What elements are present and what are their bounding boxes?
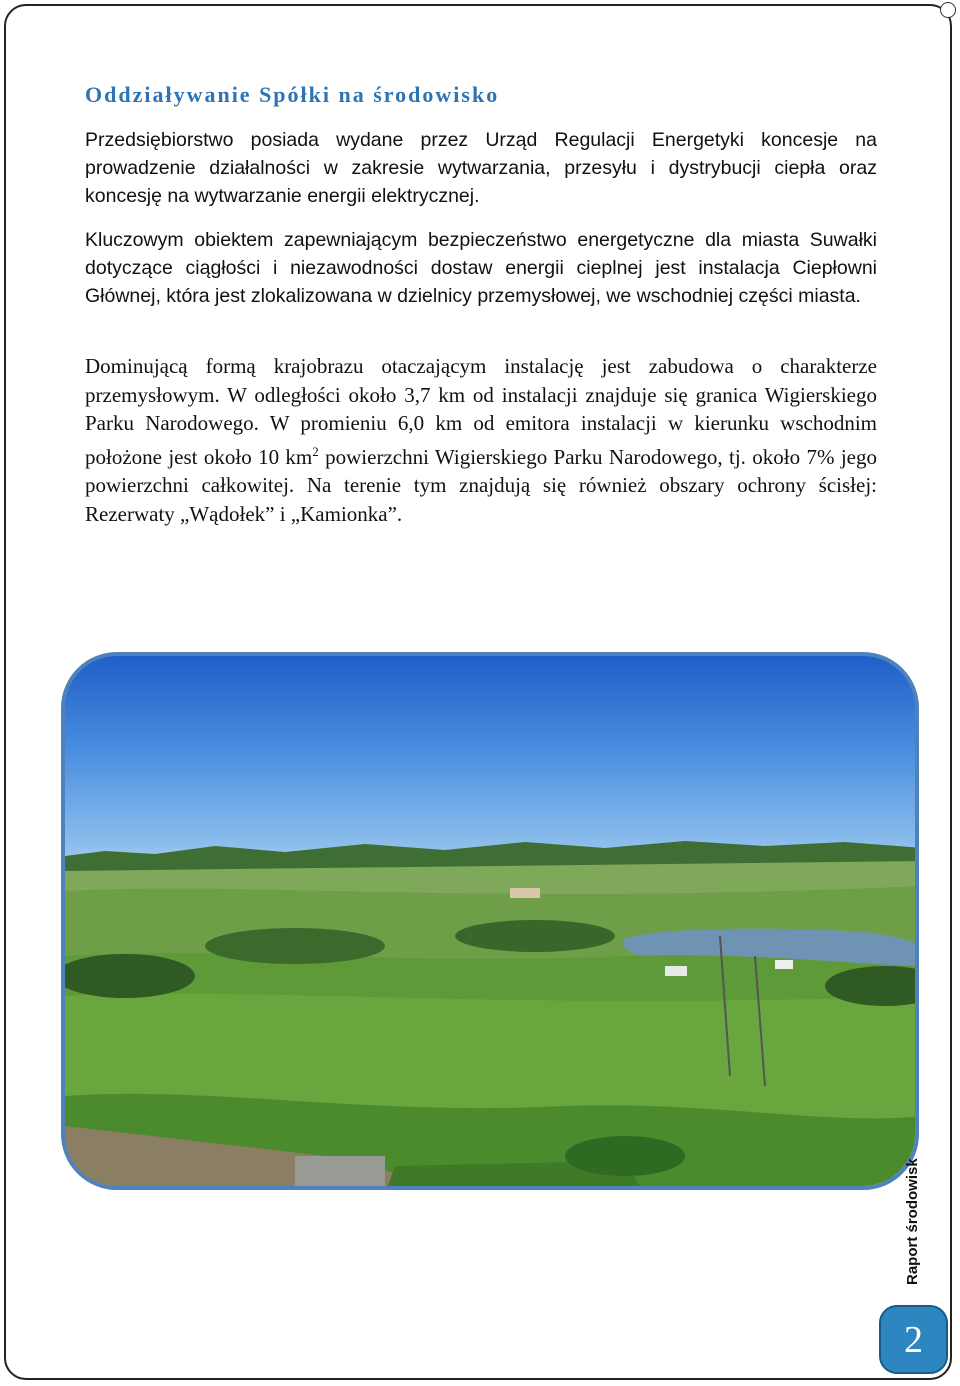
landscape-illustration <box>65 656 919 1190</box>
paragraph-key-facility: Kluczowym obiektem zapewniającym bezpieczeństwo energetyczne dla miasta Suwałki dotyczące ciągłości i niezawodności dostaw energii cieplnej jest instalacja Ciepłowni Głównej, która jest zlokalizowana w dzielnicy przemysłowej, we wschodniej części miasta. <box>85 229 877 307</box>
superscript-2: 2 <box>312 443 319 459</box>
corner-circle-icon <box>940 2 956 18</box>
page-number-badge: 2 <box>879 1305 948 1374</box>
side-label: Raport środowisk <box>904 1158 921 1285</box>
page-title: Oddziaływanie Spółki na środowisko <box>85 82 500 107</box>
paragraph-licenses: Przedsiębiorstwo posiada wydane przez Urząd Regulacji Energetyki koncesje na prowadzenie działalności w zakresie wytwarzania, przesyłu i dystrybucji ciepła oraz koncesję na wytwarzanie energii elektrycznej. <box>85 129 877 207</box>
paragraph-landscape-part2: powierzchni Wigierskiego Parku Narodowego, tj. około 7% jego powierzchni całkowitej. Na terenie tym znajdują się również obszary ochrony ścisłej: Rezerwaty „Wądołek” i „Kamionka”. <box>85 444 877 526</box>
paragraph-landscape-part1: Dominującą formą krajobrazu otaczającym instalację jest zabudowa o charakterze przemysłowym. W odległości około 3,7 km od instalacji znajduje się granica Wigierskiego Parku Narodowego. W promieniu 6,0 km od emitora instalacji w kierunku wschodnim położone jest około 10 km <box>85 354 877 469</box>
landscape-photo <box>61 652 919 1190</box>
paragraph-landscape <box>85 352 877 528</box>
